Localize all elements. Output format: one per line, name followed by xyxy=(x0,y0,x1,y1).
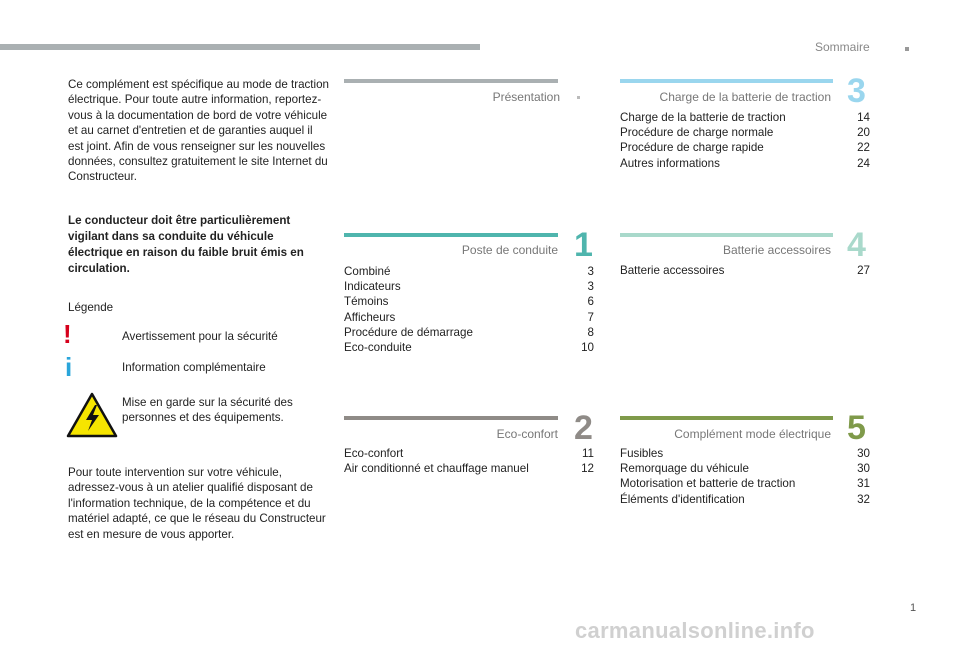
service-paragraph: Pour toute intervention sur votre véhicule, adressez-vous à un atelier qualifié disposant de l'information technique, de la compétence et du matériel adapté, ce que le réseau du Constructeur est en mesure de vous apporter. xyxy=(68,466,326,541)
toc-row[interactable] xyxy=(620,110,870,125)
exclamation-icon: ! xyxy=(63,319,72,349)
toc-page: 7 xyxy=(587,310,594,324)
section-5-title[interactable]: Complément mode électrique xyxy=(674,427,831,441)
toc-page: 27 xyxy=(857,264,870,277)
toc-label: Charge de la batterie de traction xyxy=(620,111,786,124)
toc-row[interactable] xyxy=(620,446,870,461)
toc-label: Fusibles xyxy=(620,447,664,460)
toc-page: 6 xyxy=(587,295,594,309)
toc-label: Éléments d'identification xyxy=(620,492,745,506)
toc-row[interactable] xyxy=(344,279,594,294)
toc-row[interactable] xyxy=(620,156,870,171)
toc-page: 10 xyxy=(581,341,594,355)
toc-label: Batterie accessoires xyxy=(620,264,725,277)
section-5-number: 5 xyxy=(847,409,866,447)
toc-page: 12 xyxy=(581,462,594,476)
section-1-list xyxy=(344,264,594,355)
toc-row[interactable] xyxy=(620,140,870,155)
toc-row[interactable] xyxy=(344,340,594,355)
toc-page: 32 xyxy=(857,492,870,506)
info-icon: i xyxy=(65,352,73,382)
toc-label: Air conditionné et chauffage manuel xyxy=(344,462,529,476)
section-1-number: 1 xyxy=(574,226,593,264)
section-2-list xyxy=(344,446,594,476)
section-5-bar xyxy=(620,416,833,420)
legend-info-text: Information complémentaire xyxy=(122,361,266,374)
toc-row[interactable] xyxy=(344,294,594,309)
toc-row[interactable] xyxy=(620,263,870,278)
toc-page: 30 xyxy=(857,447,870,460)
section-3-title[interactable]: Charge de la batterie de traction xyxy=(659,90,831,104)
toc-page: 20 xyxy=(857,126,870,140)
toc-row[interactable] xyxy=(620,461,870,476)
section-1-title[interactable]: Poste de conduite xyxy=(461,243,558,257)
header-bar xyxy=(0,44,480,50)
section-4-title[interactable]: Batterie accessoires xyxy=(722,243,831,257)
toc-row[interactable] xyxy=(344,446,594,461)
presentation-dot xyxy=(577,96,580,99)
toc-label: Procédure de démarrage xyxy=(344,325,473,339)
section-1-bar xyxy=(344,233,558,237)
toc-row[interactable] xyxy=(344,461,594,476)
presentation-title[interactable]: Présentation xyxy=(492,90,560,104)
toc-row[interactable] xyxy=(344,310,594,325)
page-number: 1 xyxy=(910,602,917,614)
section-4-list xyxy=(620,263,870,278)
toc-row[interactable] xyxy=(344,325,594,340)
legend-warning-text: Avertissement pour la sécurité xyxy=(122,330,278,343)
toc-label: Afficheurs xyxy=(344,310,396,324)
section-4-number: 4 xyxy=(847,226,866,264)
toc-label: Autres informations xyxy=(620,156,720,170)
header-dot xyxy=(905,47,909,51)
toc-label: Eco-conduite xyxy=(344,341,412,355)
section-3-bar xyxy=(620,79,833,83)
section-5-list xyxy=(620,446,870,507)
toc-page: 24 xyxy=(857,156,870,170)
section-2-number: 2 xyxy=(574,409,593,447)
toc-row[interactable] xyxy=(620,125,870,140)
intro-paragraph: Ce complément est spécifique au mode de traction électrique. Pour toute autre information, reportez-vous à la documentation de bord de votre véhicule et au carnet d'entretien et de garanties auquel il est joint. Afin de vous renseigner sur les nouvelles données, consultez gratuitement le site Internet du Constructeur. xyxy=(68,78,330,184)
sommaire-link[interactable]: Sommaire xyxy=(815,40,870,54)
toc-page: 14 xyxy=(857,111,870,124)
toc-label: Procédure de charge normale xyxy=(620,126,774,140)
presentation-bar xyxy=(344,79,558,83)
toc-page: 3 xyxy=(587,265,594,278)
toc-label: Eco-confort xyxy=(344,447,404,460)
toc-page: 3 xyxy=(587,280,594,294)
toc-label: Remorquage du véhicule xyxy=(620,462,749,476)
toc-label: Indicateurs xyxy=(344,280,401,294)
toc-page: 31 xyxy=(857,477,870,491)
toc-label: Procédure de charge rapide xyxy=(620,141,764,155)
toc-row[interactable] xyxy=(620,476,870,491)
toc-page: 11 xyxy=(581,447,594,460)
toc-row[interactable] xyxy=(620,492,870,507)
warning-paragraph: Le conducteur doit être particulièrement vigilant dans sa conduite du véhicule électrique en raison du faible bruit émis en circulation. xyxy=(68,214,304,275)
toc-label: Témoins xyxy=(344,295,389,309)
watermark: carmanualsonline.info xyxy=(575,618,815,643)
toc-page: 22 xyxy=(857,141,870,155)
toc-label: Combiné xyxy=(344,265,391,278)
toc-page: 8 xyxy=(587,325,594,339)
high-voltage-icon xyxy=(66,392,118,438)
legend-voltage-text: Mise en garde sur la sécurité des personnes et des équipements. xyxy=(122,396,293,425)
section-3-list xyxy=(620,110,870,171)
toc-row[interactable] xyxy=(344,264,594,279)
section-4-bar xyxy=(620,233,833,237)
legend-title: Légende xyxy=(68,301,114,314)
section-2-bar xyxy=(344,416,558,420)
section-2-title[interactable]: Eco-confort xyxy=(496,427,558,441)
toc-label: Motorisation et batterie de traction xyxy=(620,477,796,491)
section-3-number: 3 xyxy=(847,72,866,110)
toc-page: 30 xyxy=(857,462,870,476)
